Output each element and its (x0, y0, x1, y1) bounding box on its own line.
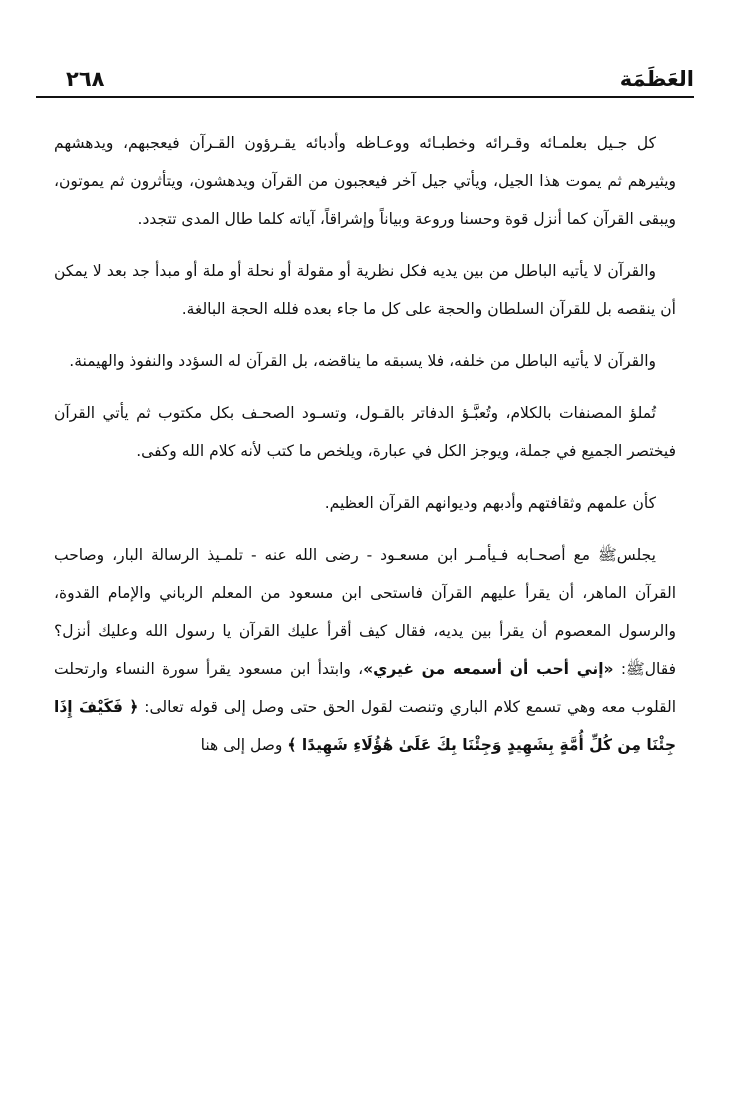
paragraph-3: والقرآن لا يأتيه الباطل من خلفه، فلا يسبقه ما يناقضه، بل القرآن له السؤدد والنفوذ والهيمنة. (69, 352, 656, 370)
paragraph-6-continuation: ، وابتدأ ابن مسعود يقرأ سورة النساء وارتحلت القلوب معه وهي تسمع كلام الباري وتنصت لقول الحق حتى وصل إلى قوله تعالى: (54, 660, 677, 716)
paragraph-4: تُملؤ المصنفات بالكلام، وتُعبَّـؤ الدفاتر بالقـول، وتسـود الصحـف بكل مكتوب ثم يأتي القرآن فيختصر الجميع في جملة، ويوجز الكل في عبارة، ويلخص ما كتب لأنه كلام الله وكفى. (54, 404, 676, 460)
paragraph-6 (54, 536, 676, 764)
paragraph-2: والقرآن لا يأتيه الباطل من بين يديه فكل نظرية أو مقولة أو نحلة أو ملة أو مبدأ جد بعد لا يمكن أن ينقصه بل للقرآن السلطان والحجة على كل ما جاء بعده فلله الحجة البالغة. (54, 262, 676, 318)
page-number: ٢٦٨ (66, 67, 105, 91)
quran-verse: ﴿ فَكَيْفَ إِذَا جِئْنَا مِن كُلِّ أُمَّةٍ بِشَهِيدٍ وَجِئْنَا بِكَ عَلَىٰ هَٰؤُلَاءِ شَهِيدًا ﴾ (54, 698, 676, 754)
paragraph-5: كأن علمهم وثقافتهم وأدبهم وديوانهم القرآن العظيم. (324, 494, 656, 512)
body-text (54, 124, 676, 778)
paragraph-6-text: يجلسﷺ مع أصحـابه فـيأمـر ابن مسعـود - رضى الله عنه - تلمـيذ الرسالة البار، وصاحب القرآن الماهر، أن يقرأ عليهم القرآن فاستحى ابن مسعود من المعلم الرباني والإمام القدوة، والرسول المعصوم أن يقرأ بين يديه، فقال كيف أقرأ عليك القرآن يا رسول الله وعليك أنزل؟ فقالﷺ: (54, 546, 676, 678)
paragraph-1: كل جـيل بعلمـائه وقـرائه وخطبـائه ووعـاظه وأدبائه يقـرؤون القـرآن فيعجبهم، ويدهشهم ويثيرهم ثم يموت هذا الجيل، ويأتي جيل آخر فيعجبون من القرآن ويدهشون، ويتأثرون ثم يموتون، ويبقى القرآن كما أنزل قوة وحسنا وروعة وبياناً وإشراقاً، آياته كلما طال المدى تتجدد. (54, 134, 676, 228)
hadith-quote: «إني أحب أن أسمعه من غيري» (363, 660, 614, 678)
running-header (36, 66, 694, 100)
running-title: العَظَمَة (619, 67, 694, 91)
header-rule (36, 96, 694, 98)
paragraph-6-ending: وصل إلى هنا (200, 736, 283, 754)
